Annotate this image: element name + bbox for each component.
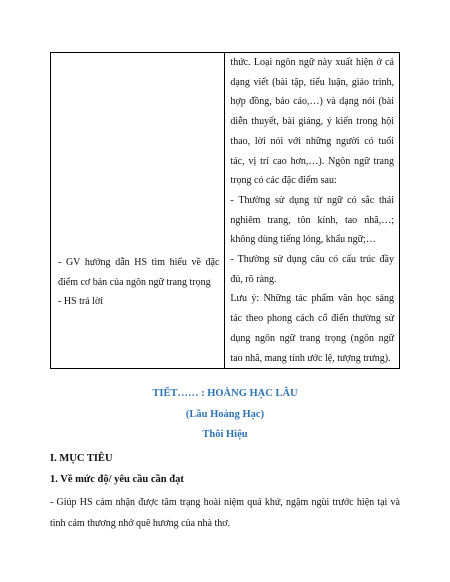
teacher-activity-cell (51, 53, 225, 369)
content-paragraph: Lưu ý: Những tác phẩm văn học sáng tác theo phong cách cổ điển thường sử dụng ngôn ngữ trang trọng (ngôn ngữ tao nhã, mang tính ước lệ, tượng trưng). (230, 293, 394, 364)
table-row (51, 53, 400, 369)
content-text (225, 53, 399, 368)
section-subheading: 1. Về mức độ/ yêu cầu cần đạt (50, 474, 184, 485)
content-paragraph: thức. Loại ngôn ngữ này xuất hiện ở cả dạng viết (bài tập, tiểu luận, giáo trình, hợp đồng, báo cáo,…) và dạng nói (bài diễn thuyết, bài giảng, ý kiến trong hội thao, lời nói với những người có tuổi tác, vị trí cao hơn,…). Ngôn ngữ trang trọng có các đặc điểm sau: (230, 57, 394, 187)
activity-table (50, 52, 400, 369)
lesson-author: Thôi Hiệu (202, 429, 248, 440)
content-paragraph: - Thường sử dụng câu có cấu trúc đầy đủ, rõ ràng. (230, 254, 394, 285)
lesson-title: TIẾT…… : HOÀNG HẠC LÂU (152, 388, 298, 399)
section-heading: I. MỤC TIÊU (50, 453, 113, 464)
left-line: - GV hướng dẫn HS tìm hiểu về đặc điểm cơ bản của ngôn ngữ trang trọng (58, 257, 220, 288)
section-paragraph: - Giúp HS cảm nhận được tâm trạng hoài niệm quá khứ, ngậm ngùi trước hiện tại và tình cảm thương nhớ quê hương của nhà thơ. (50, 497, 400, 529)
left-line: - HS trả lời (58, 296, 104, 308)
content-paragraph: - Thường sử dụng từ ngữ có sắc thái nghiêm trang, tôn kính, tao nhã,…; không dùng tiếng lóng, khẩu ngữ;… (230, 194, 394, 246)
teacher-activity-text (58, 253, 219, 312)
lesson-subtitle: (Lầu Hoàng Hạc) (185, 409, 265, 420)
content-cell (225, 53, 400, 369)
